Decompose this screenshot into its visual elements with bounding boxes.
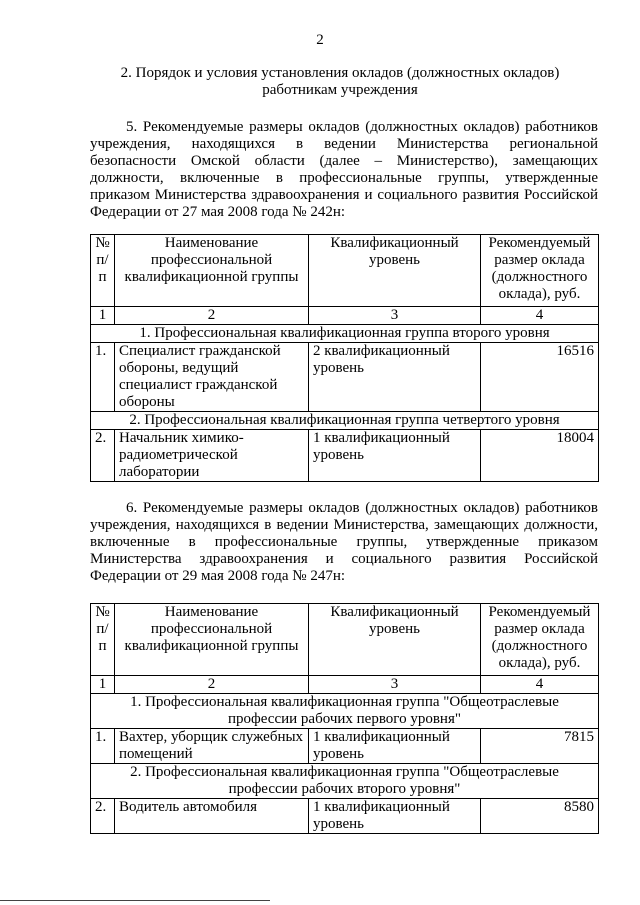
- header-name: Наименование профессиональной квалификационной группы: [115, 604, 309, 676]
- row-level: 1 квалификационный уровень: [309, 799, 481, 834]
- column-number: 3: [309, 307, 481, 325]
- header-level: Квалификационный уровень: [309, 235, 481, 307]
- column-number: 3: [309, 676, 481, 694]
- row-level: 1 квалификационный уровень: [309, 430, 481, 482]
- row-level: 1 квалификационный уровень: [309, 729, 481, 764]
- header-num: № п/п: [91, 235, 115, 307]
- column-number-row: [91, 307, 599, 325]
- table-row: [91, 343, 599, 412]
- header-name: Наименование профессиональной квалификационной группы: [115, 235, 309, 307]
- paragraph-6: [90, 500, 598, 585]
- header-salary: Рекомендуемый размер оклада (должностного оклада), руб.: [481, 604, 599, 676]
- row-num: 2.: [91, 799, 115, 834]
- table-header-row: [91, 604, 599, 676]
- column-number: 2: [115, 307, 309, 325]
- row-name: Вахтер, уборщик служебных помещений: [115, 729, 309, 764]
- row-level: 2 квалификационный уровень: [309, 343, 481, 412]
- salary-table-1: [90, 234, 599, 482]
- group-row: [91, 764, 599, 799]
- row-name: Специалист гражданской обороны, ведущий специалист гражданской обороны: [115, 343, 309, 412]
- group-title: 1. Профессиональная квалификационная группа второго уровня: [91, 325, 599, 343]
- table-row: [91, 799, 599, 834]
- row-salary: 7815: [481, 729, 599, 764]
- row-name: Водитель автомобиля: [115, 799, 309, 834]
- group-row: [91, 412, 599, 430]
- paragraph-5: [90, 119, 598, 221]
- column-number: 2: [115, 676, 309, 694]
- paragraph-5-text: 5. Рекомендуемые размеры окладов (должностных окладов) работников учреждения, находящихся в ведении Министерства региональной безопасности Омской области (далее – Министерство), замещающих должности, включенные в профессиональные группы, утвержденные приказом Министерства здравоохранения и социального развития Российской Федерации от 27 мая 2008 года № 242н:: [90, 119, 598, 220]
- column-number: 1: [91, 676, 115, 694]
- row-salary: 18004: [481, 430, 599, 482]
- group-row: [91, 325, 599, 343]
- column-number-row: [91, 676, 599, 694]
- row-num: 2.: [91, 430, 115, 482]
- column-number: 4: [481, 307, 599, 325]
- table-row: [91, 729, 599, 764]
- group-title: 1. Профессиональная квалификационная группа "Общеотраслевые профессии рабочих первого уровня": [91, 694, 599, 729]
- row-num: 1.: [91, 729, 115, 764]
- group-row: [91, 694, 599, 729]
- group-title: 2. Профессиональная квалификационная группа четвертого уровня: [91, 412, 599, 430]
- row-salary: 16516: [481, 343, 599, 412]
- section-title: 2. Порядок и условия установления окладов (должностных окладов) работникам учреждения: [120, 65, 560, 98]
- column-number: 4: [481, 676, 599, 694]
- table-row: [91, 430, 599, 482]
- salary-table-2: [90, 603, 599, 834]
- table-header-row: [91, 235, 599, 307]
- header-level: Квалификационный уровень: [309, 604, 481, 676]
- group-title: 2. Профессиональная квалификационная группа "Общеотраслевые профессии рабочих второго уровня": [91, 764, 599, 799]
- header-num: № п/п: [91, 604, 115, 676]
- footer-divider: [0, 900, 270, 901]
- row-salary: 8580: [481, 799, 599, 834]
- page-number: 2: [316, 32, 324, 48]
- header-salary: Рекомендуемый размер оклада (должностного оклада), руб.: [481, 235, 599, 307]
- row-name: Начальник химико-радиометрической лаборатории: [115, 430, 309, 482]
- column-number: 1: [91, 307, 115, 325]
- paragraph-6-text: 6. Рекомендуемые размеры окладов (должностных окладов) работников учреждения, находящихся в ведении Министерства, замещающих должности, включенные в профессиональные группы, утвержденные приказом Министерства здравоохранения и социального развития Российской Федерации от 29 мая 2008 года № 247н:: [90, 500, 598, 584]
- row-num: 1.: [91, 343, 115, 412]
